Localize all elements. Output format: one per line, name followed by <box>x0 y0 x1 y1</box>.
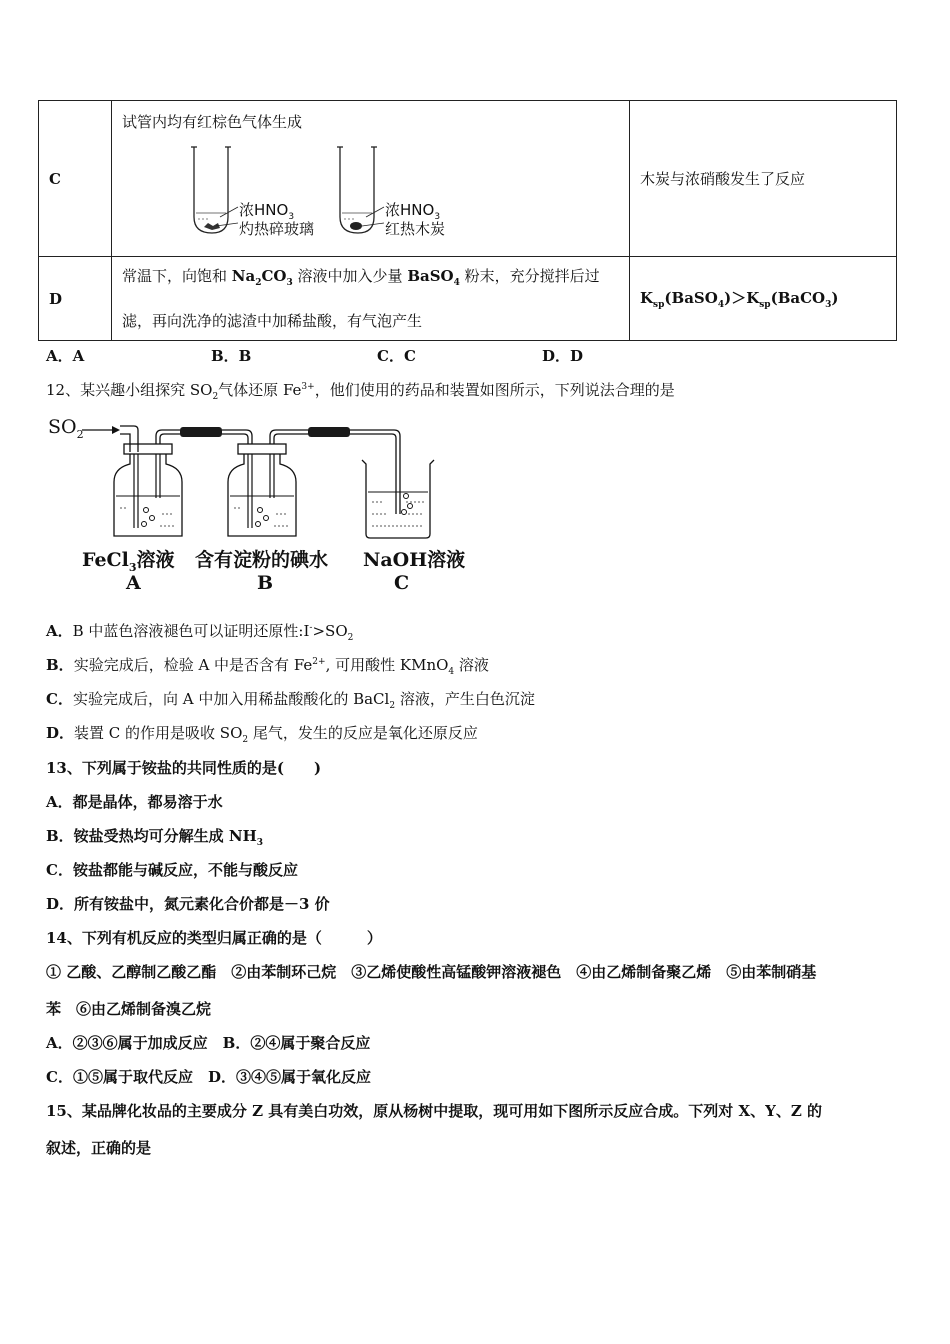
row-d-operation-cell <box>112 257 630 341</box>
row-label: D <box>49 289 63 308</box>
beaker-c <box>362 460 434 538</box>
letter-a: A <box>126 572 141 594</box>
q14-options-cd: C．①⑤属于取代反应 D．③④⑤属于氧化反应 <box>46 1068 371 1086</box>
row-label: C <box>49 169 61 188</box>
bottle-b <box>228 444 296 536</box>
q11-option-b: B．B <box>211 347 252 365</box>
q13-option-c: C．铵盐都能与碱反应，不能与酸反应 <box>46 861 298 879</box>
row-c-conclusion-cell <box>630 101 897 257</box>
q13-option-b: B．铵盐受热均可分解生成 $NH_3$ <box>46 827 264 848</box>
test-tubes-figure <box>112 137 630 255</box>
tube1-reagent-label: 浓$HNO_3$ <box>239 201 295 222</box>
gas-inlet-arrow-icon <box>112 426 120 434</box>
q11-option-a: A．A <box>46 347 85 365</box>
test-tube-2 <box>337 147 384 233</box>
row-d-label-cell <box>39 257 112 341</box>
q14-stem: 14、下列有机反应的类型归属正确的是（ ） <box>46 929 382 947</box>
q12-option-a: A．B 中蓝色溶液褪色可以证明还原性$:I^->SO_2$ <box>46 622 354 643</box>
q12-option-d: D．装置 C 的作用是吸收 $SO_2$ 尾气，发生的反应是氧化还原反应 <box>46 724 478 745</box>
table-row-d <box>39 257 897 341</box>
phenomenon-text: 试管内均有红棕色气体生成 <box>122 113 303 131</box>
tube2-solid-label: 红热木炭 <box>385 220 446 238</box>
q13-option-d: D．所有铵盐中，氮元素化合价都是－3 价 <box>46 895 330 913</box>
q13-option-a: A．都是晶体，都易溶于水 <box>46 793 223 811</box>
charcoal-icon <box>350 222 362 230</box>
ksp-comparison: $K_{sp}(BaSO_4)>K_{sp}(BaCO_3)$ <box>640 289 839 310</box>
tube2-reagent-label: 浓$HNO_3$ <box>385 201 441 222</box>
row-c-phenomenon-cell <box>112 101 630 257</box>
q11-option-d: D．D <box>542 347 584 365</box>
q11-option-c: C．C <box>377 347 416 365</box>
q14-items-line2: 苯 ⑥由乙烯制备溴乙烷 <box>46 1000 212 1018</box>
table-row-c <box>39 101 897 257</box>
q13-stem: 13、下列属于铵盐的共同性质的是( ) <box>46 759 322 777</box>
rubber-tube-1 <box>180 427 222 437</box>
q15-stem-line2: 叙述，正确的是 <box>46 1139 152 1157</box>
operation-text: 常温下，向饱和 $Na_2CO_3$ 溶液中加入少量 BaSO$_4$ 粉末，充分搅拌后过 滤，再向洗净的滤渣中加稀盐酸，有气泡产生 <box>122 267 600 330</box>
glass-shards-icon <box>204 223 220 230</box>
beaker-c-label: NaOH溶液 <box>363 549 466 571</box>
row-d-conclusion-cell <box>630 257 897 341</box>
q12-stem: 12、某兴趣小组探究 $SO_2$气体还原 $Fe^{3+}$，他们使用的药品和装置如图所示，下列说法合理的是 <box>46 381 675 402</box>
conclusion-text: 木炭与浓硝酸发生了反应 <box>640 170 806 188</box>
row-c-label-cell <box>39 101 112 257</box>
q14-options-ab: A．②③⑥属于加成反应 B．②④属于聚合反应 <box>46 1034 371 1052</box>
bottle-b-label: 含有淀粉的碘水 <box>195 549 329 571</box>
rubber-tube-2 <box>308 427 350 437</box>
answer-table <box>38 100 897 341</box>
q14-items-line1: ① 乙酸、乙醇制乙酸乙酯 ②由苯制环己烷 ③乙烯使酸性高锰酸钾溶液褪色 ④由乙烯制备聚乙烯 ⑤由苯制硝基 <box>46 963 817 981</box>
tube1-solid-label: 灼热碎玻璃 <box>239 220 315 238</box>
so2-gas-label: $SO_2$ <box>48 416 84 441</box>
letter-b: B <box>257 572 274 594</box>
q15-stem-line1: 15、某品牌化妆品的主要成分 Z 具有美白功效，原从杨树中提取，现可用如下图所示反应合成。下列对 X、Y、Z 的 <box>46 1102 823 1120</box>
letter-c: C <box>394 572 410 594</box>
q12-option-b: B．实验完成后，检验 A 中是否含有 $Fe^{2+}$, 可用酸性 KMnO$_4$ 溶液 <box>46 656 489 677</box>
bottle-a <box>114 444 182 536</box>
bottle-a-label: FeCl$_3$溶液 <box>82 549 175 574</box>
q12-option-c: C．实验完成后，向 A 中加入用稀盐酸酸化的 BaCl$_2$ 溶液，产生白色沉淀 <box>46 690 535 711</box>
test-tube-1 <box>191 147 238 233</box>
